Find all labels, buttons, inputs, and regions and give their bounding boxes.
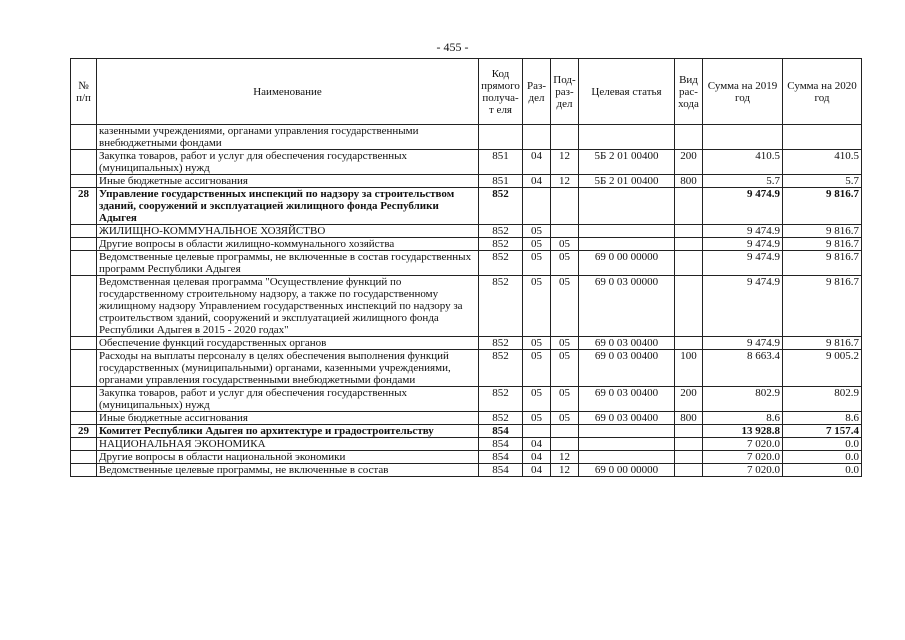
row-subsection: 12	[551, 175, 579, 188]
row-sum-2020: 9 816.7	[783, 276, 862, 337]
row-code: 852	[479, 225, 523, 238]
row-expense-type: 800	[675, 175, 703, 188]
header-no: № п/п	[71, 59, 97, 125]
row-sum-2019: 7 020.0	[703, 451, 783, 464]
row-sum-2020: 0.0	[783, 451, 862, 464]
row-name: Управление государственных инспекций по надзору за строительством зданий, сооружений и эксплуатацией жилищного фонда Республики Адыгея	[97, 188, 479, 225]
row-sum-2020: 0.0	[783, 464, 862, 477]
row-subsection: 05	[551, 238, 579, 251]
row-name: Иные бюджетные ассигнования	[97, 412, 479, 425]
row-sum-2019: 9 474.9	[703, 276, 783, 337]
row-section: 04	[523, 451, 551, 464]
row-sum-2019: 8.6	[703, 412, 783, 425]
row-section: 05	[523, 350, 551, 387]
header-sum-2019: Сумма на 2019 год	[703, 59, 783, 125]
row-sum-2020: 9 816.7	[783, 251, 862, 276]
row-sum-2019: 13 928.8	[703, 425, 783, 438]
row-subsection: 05	[551, 387, 579, 412]
row-subsection: 05	[551, 276, 579, 337]
row-sum-2020: 9 816.7	[783, 225, 862, 238]
page-number: - 455 -	[436, 40, 469, 54]
table-row	[71, 276, 862, 337]
row-number: 29	[71, 425, 97, 438]
row-article: 5Б 2 01 00400	[579, 175, 675, 188]
table-row	[71, 150, 862, 175]
row-number: 28	[71, 188, 97, 225]
row-sum-2020: 410.5	[783, 150, 862, 175]
row-sum-2020: 9 816.7	[783, 238, 862, 251]
row-section: 04	[523, 464, 551, 477]
row-code: 854	[479, 464, 523, 477]
row-code: 852	[479, 387, 523, 412]
row-sum-2020: 0.0	[783, 438, 862, 451]
row-expense-type	[675, 425, 703, 438]
row-article: 69 0 03 00000	[579, 276, 675, 337]
table-row	[71, 387, 862, 412]
row-code: 851	[479, 175, 523, 188]
row-number	[71, 438, 97, 451]
row-subsection: 12	[551, 451, 579, 464]
row-name: Другие вопросы в области жилищно-коммунального хозяйства	[97, 238, 479, 251]
table-row	[71, 225, 862, 238]
header-code: Код прямого получа-т еля	[479, 59, 523, 125]
row-section: 05	[523, 225, 551, 238]
row-sum-2020: 9 816.7	[783, 337, 862, 350]
row-number	[71, 451, 97, 464]
row-sum-2020: 5.7	[783, 175, 862, 188]
table-row	[71, 337, 862, 350]
row-subsection	[551, 225, 579, 238]
row-subsection	[551, 188, 579, 225]
row-expense-type	[675, 337, 703, 350]
table-row	[71, 451, 862, 464]
row-article	[579, 451, 675, 464]
row-subsection	[551, 425, 579, 438]
row-number	[71, 125, 97, 150]
row-article	[579, 438, 675, 451]
row-sum-2020: 8.6	[783, 412, 862, 425]
table-row	[71, 175, 862, 188]
row-expense-type	[675, 188, 703, 225]
row-name: казенными учреждениями, органами управления государственными внебюджетными фондами	[97, 125, 479, 150]
row-subsection	[551, 438, 579, 451]
row-code: 851	[479, 150, 523, 175]
row-subsection: 05	[551, 337, 579, 350]
row-section: 04	[523, 438, 551, 451]
row-sum-2019: 7 020.0	[703, 438, 783, 451]
row-section: 05	[523, 251, 551, 276]
table-body	[71, 125, 862, 477]
row-sum-2020: 7 157.4	[783, 425, 862, 438]
row-article: 69 0 03 00400	[579, 337, 675, 350]
row-number	[71, 238, 97, 251]
row-article	[579, 238, 675, 251]
row-expense-type: 100	[675, 350, 703, 387]
row-article: 69 0 00 00000	[579, 251, 675, 276]
row-expense-type	[675, 451, 703, 464]
row-name: Комитет Республики Адыгея по архитектуре и градостроительству	[97, 425, 479, 438]
table-row	[71, 425, 862, 438]
row-subsection: 05	[551, 412, 579, 425]
row-section: 04	[523, 175, 551, 188]
row-code	[479, 125, 523, 150]
budget-table	[70, 58, 862, 477]
row-article: 69 0 00 00000	[579, 464, 675, 477]
header-expense-type: Вид рас-хода	[675, 59, 703, 125]
row-code: 852	[479, 337, 523, 350]
table-row	[71, 438, 862, 451]
row-section	[523, 425, 551, 438]
row-number	[71, 276, 97, 337]
row-number	[71, 412, 97, 425]
row-subsection: 05	[551, 350, 579, 387]
row-sum-2019: 410.5	[703, 150, 783, 175]
row-number	[71, 251, 97, 276]
row-expense-type	[675, 251, 703, 276]
row-code: 854	[479, 438, 523, 451]
row-expense-type	[675, 125, 703, 150]
row-sum-2019: 9 474.9	[703, 251, 783, 276]
table-header-row	[71, 59, 862, 125]
row-number	[71, 337, 97, 350]
row-name: Расходы на выплаты персоналу в целях обеспечения выполнения функций государственных (муниципальными) органами, казенными учреждениями, органами управления государственными внебюджетными фондами	[97, 350, 479, 387]
row-section: 05	[523, 276, 551, 337]
header-subsection: Под-раз-дел	[551, 59, 579, 125]
row-expense-type	[675, 276, 703, 337]
row-article: 69 0 03 00400	[579, 387, 675, 412]
table-row	[71, 238, 862, 251]
row-expense-type: 200	[675, 387, 703, 412]
row-name: Закупка товаров, работ и услуг для обеспечения государственных (муниципальных) нужд	[97, 150, 479, 175]
row-number	[71, 150, 97, 175]
row-article: 69 0 03 00400	[579, 412, 675, 425]
row-name: Иные бюджетные ассигнования	[97, 175, 479, 188]
row-expense-type	[675, 225, 703, 238]
header-section: Раз-дел	[523, 59, 551, 125]
row-sum-2019: 5.7	[703, 175, 783, 188]
row-article: 69 0 03 00400	[579, 350, 675, 387]
row-number	[71, 350, 97, 387]
row-subsection: 12	[551, 464, 579, 477]
row-code: 852	[479, 350, 523, 387]
row-code: 852	[479, 412, 523, 425]
row-section	[523, 125, 551, 150]
row-sum-2019: 7 020.0	[703, 464, 783, 477]
table-row	[71, 251, 862, 276]
row-section: 05	[523, 412, 551, 425]
row-sum-2019	[703, 125, 783, 150]
row-article	[579, 188, 675, 225]
row-name: ЖИЛИЩНО-КОММУНАЛЬНОЕ ХОЗЯЙСТВО	[97, 225, 479, 238]
row-article	[579, 125, 675, 150]
row-name: Ведомственные целевые программы, не включенные в состав государственных программ Республики Адыгея	[97, 251, 479, 276]
row-sum-2019: 9 474.9	[703, 337, 783, 350]
row-section	[523, 188, 551, 225]
row-code: 852	[479, 276, 523, 337]
row-number	[71, 387, 97, 412]
row-expense-type	[675, 238, 703, 251]
row-subsection	[551, 125, 579, 150]
row-code: 854	[479, 451, 523, 464]
table-row	[71, 464, 862, 477]
row-sum-2020: 9 005.2	[783, 350, 862, 387]
row-sum-2019: 8 663.4	[703, 350, 783, 387]
row-number	[71, 225, 97, 238]
row-subsection: 05	[551, 251, 579, 276]
row-name: Закупка товаров, работ и услуг для обеспечения государственных (муниципальных) нужд	[97, 387, 479, 412]
row-name: НАЦИОНАЛЬНАЯ ЭКОНОМИКА	[97, 438, 479, 451]
row-expense-type	[675, 438, 703, 451]
row-sum-2019: 9 474.9	[703, 238, 783, 251]
row-sum-2020	[783, 125, 862, 150]
row-section: 05	[523, 238, 551, 251]
table-row	[71, 350, 862, 387]
table-row	[71, 412, 862, 425]
row-sum-2020: 802.9	[783, 387, 862, 412]
header-sum-2020: Сумма на 2020 год	[783, 59, 862, 125]
row-number	[71, 464, 97, 477]
table-row	[71, 188, 862, 225]
row-expense-type: 800	[675, 412, 703, 425]
row-number	[71, 175, 97, 188]
row-code: 852	[479, 238, 523, 251]
table-row	[71, 125, 862, 150]
row-article: 5Б 2 01 00400	[579, 150, 675, 175]
row-section: 05	[523, 387, 551, 412]
row-code: 852	[479, 188, 523, 225]
header-article: Целевая статья	[579, 59, 675, 125]
row-expense-type: 200	[675, 150, 703, 175]
row-section: 04	[523, 150, 551, 175]
row-code: 854	[479, 425, 523, 438]
row-sum-2019: 9 474.9	[703, 225, 783, 238]
row-name: Другие вопросы в области национальной экономики	[97, 451, 479, 464]
row-article	[579, 425, 675, 438]
row-sum-2019: 9 474.9	[703, 188, 783, 225]
row-code: 852	[479, 251, 523, 276]
row-name: Ведомственная целевая программа "Осуществление функций по государственному строительному надзору, а также по государственному жилищному надзору Управлением государственных инспекций по надзору за строительством зданий, сооружений и эксплуатацией жилищного фонда Республики Адыгея в 2015 - 2020 годах"	[97, 276, 479, 337]
row-name: Ведомственные целевые программы, не включенные в состав	[97, 464, 479, 477]
row-name: Обеспечение функций государственных органов	[97, 337, 479, 350]
row-subsection: 12	[551, 150, 579, 175]
header-name: Наименование	[97, 59, 479, 125]
row-article	[579, 225, 675, 238]
row-section: 05	[523, 337, 551, 350]
row-expense-type	[675, 464, 703, 477]
row-sum-2020: 9 816.7	[783, 188, 862, 225]
row-sum-2019: 802.9	[703, 387, 783, 412]
